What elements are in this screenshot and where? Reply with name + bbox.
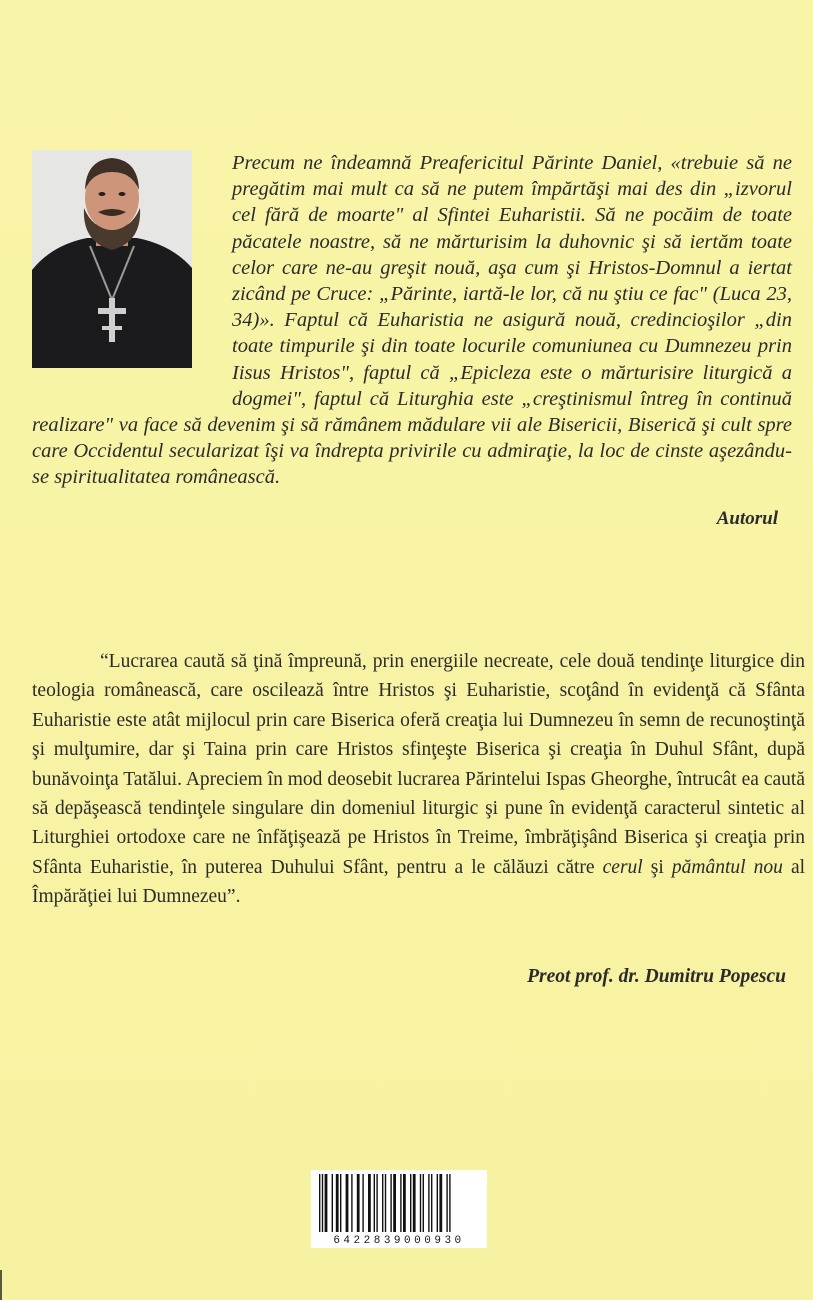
author-foreword-quote — [32, 150, 792, 491]
barcode-digits: 6422839000930 — [333, 1235, 465, 1247]
review-quote — [32, 647, 805, 912]
review-text-end: al Împărăţiei lui Dumnezeu”. — [32, 856, 806, 908]
foreword-author: Autorul — [716, 508, 778, 529]
foreword-text: Precum ne îndeamnă Preafericitul Părinte Daniel, «trebuie să ne pregătim mai mult ca să ne putem împărtăşi mai des din „izvorul cel fără de moarte" al Sfintei Euharistii. Să ne pocăim de toate păcatele noastre, să ne mărturisim la duhovnic şi să iertăm toate celor care ne-au greşit nouă, aşa cum şi Hristos-Domnul a iertat zicând pe Cruce: „Părinte, iartă-le lor, că nu ştiu ce fac" (Luca 23, 34)». Faptul că Euharistia ne asigură nouă, credincioşilor „din toate timpurile şi din toate locurile comuniunea cu Dumnezeu prin Iisus Hristos", faptul că „Epicleza este o mărturisire liturgică a dogmei", faptul că Liturghia este „creştinismul întreg în continuă realizare" va face să devenim şi să rămânem mădulare vii ale Bisericii, Biserică şi cult spre care Occidentul secularizat îşi va îndrepta privirile cu admiraţie, la loc de cinste aşezându-se spiritualitatea românească. — [32, 152, 792, 489]
review-text-mid: şi — [650, 856, 664, 878]
review-text-main: “Lucrarea caută să ţină împreună, prin energiile necreate, cele două tendinţe liturgice din teologia românească, care oscilează între Hristos şi Euharistie, scoţând în evidenţă că Sfânta Euharistie este atât mijlocul prin care Biserica oferă creaţia lui Dumnezeu în semn de recunoştinţă şi mulţumire, dar şi Taina prin care Hristos sfinţeşte Biserica şi creaţia în Duhul Sfânt, după bunăvoinţa Tatălui. Apreciem în mod deosebit lucrarea Părintelui Ispas Gheorghe, întrucât ea caută să depăşească tendinţele singulare din domeniul liturgic şi pune în evidenţă caracterul sintetic al Liturghiei ortodoxe care ne înfăţişează pe Hristos în Treime, îmbrăţişând Biserica şi creaţia prin Sfânta Euharistie, în puterea Duhului Sfânt, pentru a le călăuzi către — [32, 651, 805, 878]
review-emphasis-2: pământul nou — [671, 856, 783, 878]
review-text — [32, 647, 805, 912]
review-emphasis-1: cerul — [602, 856, 643, 878]
review-author: Preot prof. dr. Dumitru Popescu — [527, 966, 786, 987]
photo-spacer — [32, 150, 232, 386]
edge-mark — [0, 1270, 2, 1300]
